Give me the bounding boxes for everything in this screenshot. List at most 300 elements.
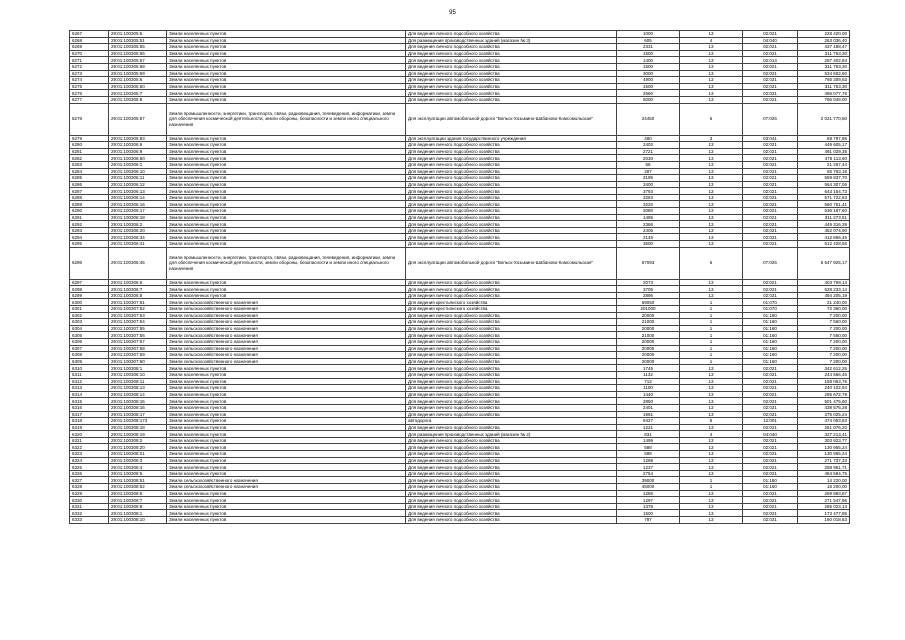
permitted-use-cell: Для размещения производственных зданий (магазин № 2)	[406, 431, 617, 438]
land-category-cell: Земли населенных пунктов	[167, 234, 406, 241]
table-row	[70, 188, 850, 195]
cadastral-value-cell: 534 602,60	[798, 70, 850, 77]
cadastral-number-cell: 29:01:100308:8	[109, 503, 167, 510]
row-number-cell: 6296	[70, 247, 109, 279]
permitted-use-cell: Для эксплуатации автомобильной дороги "Вельск-Хозьмино-Шабаново-Комсомольская"	[406, 103, 617, 135]
area-cell: 2896	[617, 292, 680, 299]
table-row	[70, 181, 850, 188]
land-category-cell: Земли населенных пунктов	[167, 457, 406, 464]
cadastral-number-cell: 29:01:100306:12	[109, 181, 167, 188]
cadastral-value-cell: 7 200,00	[798, 338, 850, 345]
use-code-cell: 02:021	[743, 181, 798, 188]
land-category-cell: Земли населенных пунктов	[167, 83, 406, 90]
table-row	[70, 103, 850, 135]
cadastral-number-cell: 29:01:100308:173	[109, 418, 167, 425]
area-cell: 2145	[617, 234, 680, 241]
permitted-use-cell: Для ведения личного подсобного хозяйства	[406, 286, 617, 293]
row-number-cell: 6326	[70, 470, 109, 477]
group-code-cell: 13	[680, 148, 743, 155]
row-number-cell: 6319	[70, 424, 109, 431]
permitted-use-cell: Для размещения производственных зданий (магазин № 3)	[406, 37, 617, 44]
table-row	[70, 451, 850, 458]
use-code-cell: 02:021	[743, 279, 798, 286]
row-number-cell: 6313	[70, 385, 109, 392]
row-number-cell: 6278	[70, 103, 109, 135]
use-code-cell: 02:021	[743, 286, 798, 293]
area-cell: 1500	[617, 510, 680, 517]
area-cell: 1400	[617, 57, 680, 64]
area-cell: 1100	[617, 385, 680, 392]
permitted-use-cell: Для ведения личного подсобного хозяйства	[406, 148, 617, 155]
cadastral-number-cell: 29:01:100307:53	[109, 312, 167, 319]
use-code-cell: 07:026	[743, 247, 798, 279]
cadastral-value-cell: 612 428,56	[798, 241, 850, 248]
area-cell: 1500	[617, 83, 680, 90]
table-row	[70, 142, 850, 149]
row-number-cell: 6304	[70, 325, 109, 332]
cadastral-number-cell: 29:01:100306:16	[109, 201, 167, 208]
cadastral-number-cell: 29:01:100308:5	[109, 470, 167, 477]
area-cell: 59050	[617, 299, 680, 306]
land-category-cell: Земли населенных пунктов	[167, 227, 406, 234]
group-code-cell: 1	[680, 319, 743, 326]
group-code-cell: 13	[680, 279, 743, 286]
area-cell: 3283	[617, 194, 680, 201]
table-row	[70, 352, 850, 359]
cadastral-value-cell: 7 200,00	[798, 325, 850, 332]
row-number-cell: 6328	[70, 484, 109, 491]
permitted-use-cell: Для ведения личного подсобного хозяйства	[406, 57, 617, 64]
cadastral-number-cell: 29:01:100308:1	[109, 365, 167, 372]
area-cell: 5000	[617, 96, 680, 103]
cadastral-value-table	[69, 30, 850, 524]
area-cell: 1000	[617, 31, 680, 38]
group-code-cell: 13	[680, 208, 743, 215]
land-category-cell: Земли населенных пунктов	[167, 142, 406, 149]
cadastral-number-cell: 29:01:100308:51	[109, 477, 167, 484]
permitted-use-cell: Для ведения личного подсобного хозяйства	[406, 437, 617, 444]
row-number-cell: 6298	[70, 286, 109, 293]
use-code-cell: 01:160	[743, 325, 798, 332]
cadastral-value-cell: 7 200,00	[798, 352, 850, 359]
group-code-cell: 13	[680, 464, 743, 471]
cadastral-number-cell: 29:01:100308:1	[109, 510, 167, 517]
cadastral-number-cell: 29:01:100307:59	[109, 352, 167, 359]
permitted-use-cell: Для ведения личного подсобного хозяйства	[406, 221, 617, 228]
permitted-use-cell: Для ведения личного подсобного хозяйства	[406, 234, 617, 241]
area-cell: 2073	[617, 279, 680, 286]
use-code-cell: 01:160	[743, 345, 798, 352]
permitted-use-cell: Для ведения личного подсобного хозяйства	[406, 155, 617, 162]
cadastral-value-cell: 261 076,20	[798, 424, 850, 431]
permitted-use-cell: Для ведения личного подсобного хозяйства	[406, 168, 617, 175]
area-cell: 24450	[617, 103, 680, 135]
land-category-cell: Земли сельскохозяйственного назначения	[167, 306, 406, 313]
permitted-use-cell: Для ведения личного подсобного хозяйства	[406, 31, 617, 38]
cadastral-value-cell: 285 023,13	[798, 503, 850, 510]
cadastral-value-cell: 501 475,60	[798, 398, 850, 405]
use-code-cell: 02:021	[743, 451, 798, 458]
group-code-cell: 13	[680, 437, 743, 444]
use-code-cell: 01:160	[743, 352, 798, 359]
group-code-cell: 13	[680, 77, 743, 84]
group-code-cell: 13	[680, 517, 743, 524]
permitted-use-cell: автодорога	[406, 418, 617, 425]
use-code-cell: 02:021	[743, 77, 798, 84]
area-cell: 1440	[617, 391, 680, 398]
row-number-cell: 6317	[70, 411, 109, 418]
use-code-cell: 02:021	[743, 63, 798, 70]
row-number-cell: 6282	[70, 155, 109, 162]
land-category-cell: Земли населенных пунктов	[167, 398, 406, 405]
land-category-cell: Земли населенных пунктов	[167, 50, 406, 57]
table-row	[70, 161, 850, 168]
row-number-cell: 6287	[70, 188, 109, 195]
permitted-use-cell: Для ведения крестьянского хозяйства	[406, 306, 617, 313]
cadastral-number-cell: 29:01:100305:51	[109, 37, 167, 44]
table-row	[70, 365, 850, 372]
cadastral-value-cell: 643 154,73	[798, 188, 850, 195]
cadastral-number-cell: 29:01:100307:54	[109, 319, 167, 326]
land-category-cell: Земли населенных пунктов	[167, 431, 406, 438]
use-code-cell: 12:001	[743, 418, 798, 425]
permitted-use-cell: Для ведения личного подсобного хозяйства	[406, 398, 617, 405]
group-code-cell: 13	[680, 161, 743, 168]
cadastral-value-cell: 240 102,94	[798, 385, 850, 392]
table-row	[70, 437, 850, 444]
cadastral-number-cell: 29:01:100308:10	[109, 517, 167, 524]
permitted-use-cell: Для ведения личного подсобного хозяйства	[406, 201, 617, 208]
use-code-cell: 01:160	[743, 477, 798, 484]
group-code-cell: 6	[680, 247, 743, 279]
row-number-cell: 6286	[70, 181, 109, 188]
land-category-cell: Земли населенных пунктов	[167, 221, 406, 228]
area-cell: 1132	[617, 371, 680, 378]
row-number-cell: 6269	[70, 44, 109, 51]
row-number-cell: 6310	[70, 365, 109, 372]
use-code-cell: 02:021	[743, 31, 798, 38]
permitted-use-cell: Для ведения личного подсобного хозяйства	[406, 175, 617, 182]
cadastral-number-cell: 29:01:100305:5	[109, 31, 167, 38]
permitted-use-cell: Для ведения личного подсобного хозяйства	[406, 96, 617, 103]
row-number-cell: 6331	[70, 503, 109, 510]
group-code-cell: 13	[680, 398, 743, 405]
permitted-use-cell: Для ведения личного подсобного хозяйства	[406, 70, 617, 77]
land-category-cell: Земли населенных пунктов	[167, 286, 406, 293]
area-cell: 1495	[617, 214, 680, 221]
table-row	[70, 155, 850, 162]
table-row	[70, 96, 850, 103]
permitted-use-cell: Для ведения личного подсобного хозяйства	[406, 503, 617, 510]
table-row	[70, 44, 850, 51]
cadastral-value-cell: 452 074,90	[798, 227, 850, 234]
cadastral-value-cell: 412 866,45	[798, 234, 850, 241]
land-category-cell: Земли населенных пунктов	[167, 168, 406, 175]
land-category-cell: Земли населенных пунктов	[167, 135, 406, 142]
permitted-use-cell: Для ведения личного подсобного хозяйства	[406, 312, 617, 319]
land-category-cell: Земли населенных пунктов	[167, 208, 406, 215]
group-code-cell: 13	[680, 510, 743, 517]
row-number-cell: 6292	[70, 221, 109, 228]
use-code-cell: 02:021	[743, 517, 798, 524]
cadastral-number-cell: 29:01:100306:2	[109, 221, 167, 228]
cadastral-number-cell: 29:01:100305:8	[109, 96, 167, 103]
land-category-cell: Земли промышленности, энергетики, транспорта, связи, радиовещания, телевидения, информатики, земли для обеспечения космической деятельности, земли обороны, безопасности и земли иного специального назначения	[167, 103, 406, 135]
area-cell: 1961	[617, 411, 680, 418]
permitted-use-cell: Для ведения личного подсобного хозяйства	[406, 181, 617, 188]
permitted-use-cell: Для ведения личного подсобного хозяйства	[406, 279, 617, 286]
land-category-cell: Земли населенных пунктов	[167, 424, 406, 431]
row-number-cell: 6308	[70, 352, 109, 359]
row-number-cell: 6270	[70, 50, 109, 57]
land-category-cell: Земли населенных пунктов	[167, 411, 406, 418]
cadastral-number-cell: 29:01:100306:60	[109, 155, 167, 162]
use-code-cell: 02:021	[743, 142, 798, 149]
land-category-cell: Земли населенных пунктов	[167, 57, 406, 64]
group-code-cell: 13	[680, 50, 743, 57]
use-code-cell: 02:021	[743, 365, 798, 372]
row-number-cell: 6332	[70, 510, 109, 517]
permitted-use-cell: Для ведения личного подсобного хозяйства	[406, 332, 617, 339]
group-code-cell: 13	[680, 96, 743, 103]
land-category-cell: Земли населенных пунктов	[167, 161, 406, 168]
area-cell: 1376	[617, 503, 680, 510]
land-category-cell: Земли населенных пунктов	[167, 470, 406, 477]
land-category-cell: Земли населенных пунктов	[167, 391, 406, 398]
land-category-cell: Земли сельскохозяйственного назначения	[167, 325, 406, 332]
land-category-cell: Земли населенных пунктов	[167, 490, 406, 497]
table-row	[70, 378, 850, 385]
row-number-cell: 6306	[70, 338, 109, 345]
cadastral-value-cell: 130 955,24	[798, 451, 850, 458]
group-code-cell: 13	[680, 201, 743, 208]
land-category-cell: Земли населенных пунктов	[167, 194, 406, 201]
cadastral-value-cell: 449 605,17	[798, 142, 850, 149]
cadastral-number-cell: 29:01:100308:14	[109, 391, 167, 398]
group-code-cell: 13	[680, 83, 743, 90]
table-row	[70, 292, 850, 299]
use-code-cell: 02:021	[743, 161, 798, 168]
table-row	[70, 306, 850, 313]
land-category-cell: Земли населенных пунктов	[167, 181, 406, 188]
cadastral-number-cell: 29:01:100308:6	[109, 490, 167, 497]
area-cell: 2721	[617, 148, 680, 155]
use-code-cell: 02:021	[743, 497, 798, 504]
cadastral-value-cell: 786 049,00	[798, 96, 850, 103]
use-code-cell: 02:021	[743, 490, 798, 497]
area-cell: 712	[617, 378, 680, 385]
cadastral-number-cell: 29:01:100305:56	[109, 50, 167, 57]
cadastral-number-cell: 29:01:100307:57	[109, 338, 167, 345]
table-row	[70, 431, 850, 438]
use-code-cell: 01:160	[743, 319, 798, 326]
group-code-cell: 1	[680, 338, 743, 345]
group-code-cell: 1	[680, 312, 743, 319]
permitted-use-cell: Для ведения личного подсобного хозяйства	[406, 378, 617, 385]
table-row	[70, 194, 850, 201]
row-number-cell: 6294	[70, 234, 109, 241]
group-code-cell: 13	[680, 365, 743, 372]
row-number-cell: 6281	[70, 148, 109, 155]
land-category-cell: Земли населенных пунктов	[167, 464, 406, 471]
land-category-cell: Земли населенных пунктов	[167, 378, 406, 385]
cadastral-number-cell: 29:01:100308:10	[109, 371, 167, 378]
group-code-cell: 13	[680, 44, 743, 51]
permitted-use-cell: Для ведения личного подсобного хозяйства	[406, 358, 617, 365]
permitted-use-cell: Для ведения личного подсобного хозяйства	[406, 77, 617, 84]
use-code-cell: 02:021	[743, 398, 798, 405]
table-row	[70, 457, 850, 464]
use-code-cell: 02:021	[743, 444, 798, 451]
row-number-cell: 6271	[70, 57, 109, 64]
area-cell: 45000	[617, 484, 680, 491]
area-cell: 3705	[617, 286, 680, 293]
group-code-cell: 1	[680, 358, 743, 365]
cadastral-number-cell: 29:01:100308:17	[109, 411, 167, 418]
cadastral-number-cell: 29:01:100305:67	[109, 103, 167, 135]
land-category-cell: Земли населенных пунктов	[167, 77, 406, 84]
permitted-use-cell: Для ведения личного подсобного хозяйства	[406, 517, 617, 524]
land-category-cell: Земли населенных пунктов	[167, 292, 406, 299]
group-code-cell: 13	[680, 155, 743, 162]
area-cell: 2850	[617, 398, 680, 405]
cadastral-number-cell: 29:01:100308:16	[109, 404, 167, 411]
area-cell: 1298	[617, 457, 680, 464]
table-row	[70, 221, 850, 228]
area-cell: 1297	[617, 497, 680, 504]
group-code-cell: 13	[680, 497, 743, 504]
table-row	[70, 484, 850, 491]
use-code-cell: 02:021	[743, 385, 798, 392]
cadastral-number-cell: 29:01:100308:52	[109, 484, 167, 491]
permitted-use-cell: Для ведения личного подсобного хозяйства	[406, 391, 617, 398]
row-number-cell: 6301	[70, 306, 109, 313]
land-category-cell: Земли сельскохозяйственного назначения	[167, 299, 406, 306]
table-row	[70, 510, 850, 517]
permitted-use-cell: Для ведения личного подсобного хозяйства	[406, 365, 617, 372]
cadastral-value-cell: 560 751,41	[798, 201, 850, 208]
use-code-cell: 02:021	[743, 371, 798, 378]
permitted-use-cell: Для ведения личного подсобного хозяйства	[406, 424, 617, 431]
page-number: 95	[449, 10, 456, 16]
use-code-cell: 02:021	[743, 70, 798, 77]
row-number-cell: 6322	[70, 444, 109, 451]
cadastral-value-cell: 69 797,85	[798, 135, 850, 142]
cadastral-number-cell: 29:01:100306:11	[109, 175, 167, 182]
cadastral-number-cell: 29:01:100307:60	[109, 358, 167, 365]
permitted-use-cell: Для ведения личного подсобного хозяйства	[406, 497, 617, 504]
row-number-cell: 6284	[70, 168, 109, 175]
land-category-cell: Земли населенных пунктов	[167, 497, 406, 504]
use-code-cell: 01:160	[743, 338, 798, 345]
group-code-cell: 13	[680, 411, 743, 418]
permitted-use-cell: Для эксплуатации здания государственного учреждения	[406, 135, 617, 142]
cadastral-value-cell: 375 025,24	[798, 411, 850, 418]
area-cell: 2386	[617, 221, 680, 228]
permitted-use-cell: Для ведения крестьянского хозяйства	[406, 299, 617, 306]
use-code-cell: 02:014	[743, 57, 798, 64]
permitted-use-cell: Для ведения личного подсобного хозяйства	[406, 227, 617, 234]
cadastral-value-cell: 14 220,00	[798, 477, 850, 484]
row-number-cell: 6320	[70, 431, 109, 438]
land-category-cell: Земли населенных пунктов	[167, 31, 406, 38]
group-code-cell: 1	[680, 484, 743, 491]
land-category-cell: Земли сельскохозяйственного назначения	[167, 338, 406, 345]
group-code-cell: 6	[680, 103, 743, 135]
row-number-cell: 6312	[70, 378, 109, 385]
land-category-cell: Земли населенных пунктов	[167, 279, 406, 286]
land-category-cell: Земли населенных пунктов	[167, 155, 406, 162]
cadastral-value-cell: 484 584,75	[798, 470, 850, 477]
land-category-cell: Земли населенных пунктов	[167, 418, 406, 425]
land-category-cell: Земли сельскохозяйственного назначения	[167, 345, 406, 352]
land-category-cell: Земли населенных пунктов	[167, 90, 406, 97]
area-cell: 831	[617, 431, 680, 438]
row-number-cell: 6314	[70, 391, 109, 398]
row-number-cell: 6268	[70, 37, 109, 44]
cadastral-value-cell: 130 955,24	[798, 444, 850, 451]
area-cell: 3793	[617, 188, 680, 195]
cadastral-value-cell: 449 316,39	[798, 221, 850, 228]
table-row	[70, 391, 850, 398]
permitted-use-cell: Для ведения личного подсобного хозяйства	[406, 411, 617, 418]
cadastral-number-cell: 29:01:100306:45	[109, 247, 167, 279]
area-cell: 4900	[617, 77, 680, 84]
cadastral-number-cell: 29:01:100307:55	[109, 325, 167, 332]
cadastral-value-cell: 21 267,44	[798, 161, 850, 168]
cadastral-value-cell: 327 213,41	[798, 431, 850, 438]
table-row	[70, 470, 850, 477]
area-cell: 21000	[617, 319, 680, 326]
cadastral-value-cell: 258 961,71	[798, 464, 850, 471]
cadastral-number-cell: 29:01:100308:13	[109, 385, 167, 392]
table-row	[70, 411, 850, 418]
use-code-cell: 02:021	[743, 50, 798, 57]
cadastral-number-cell: 29:01:100308:11	[109, 378, 167, 385]
group-code-cell: 13	[680, 227, 743, 234]
cadastral-number-cell: 29:01:100308:7	[109, 497, 167, 504]
group-code-cell: 13	[680, 188, 743, 195]
area-cell: 1237	[617, 464, 680, 471]
cadastral-value-cell: 491 029,35	[798, 148, 850, 155]
row-number-cell: 6290	[70, 208, 109, 215]
cadastral-value-cell: 7 560,00	[798, 332, 850, 339]
table-row	[70, 497, 850, 504]
use-code-cell: 02:021	[743, 510, 798, 517]
row-number-cell: 6289	[70, 201, 109, 208]
use-code-cell: 02:021	[743, 241, 798, 248]
area-cell: 3400	[617, 181, 680, 188]
cadastral-number-cell: 29:01:100308:3	[109, 457, 167, 464]
table-row	[70, 444, 850, 451]
cadastral-value-cell: 72 360,00	[798, 306, 850, 313]
area-cell: 605	[617, 37, 680, 44]
row-number-cell: 6295	[70, 241, 109, 248]
permitted-use-cell: Для ведения личного подсобного хозяйства	[406, 404, 617, 411]
land-category-cell: Земли сельскохозяйственного назначения	[167, 332, 406, 339]
row-number-cell: 6325	[70, 464, 109, 471]
cadastral-number-cell: 29:01:100306:8	[109, 292, 167, 299]
area-cell: 20000	[617, 312, 680, 319]
group-code-cell: 13	[680, 57, 743, 64]
use-code-cell: 02:021	[743, 194, 798, 201]
cadastral-number-cell: 29:01:100308:4	[109, 464, 167, 471]
area-cell: 287	[617, 168, 680, 175]
area-cell: 21000	[617, 332, 680, 339]
group-code-cell: 1	[680, 352, 743, 359]
area-cell: 20000	[617, 325, 680, 332]
group-code-cell: 13	[680, 371, 743, 378]
